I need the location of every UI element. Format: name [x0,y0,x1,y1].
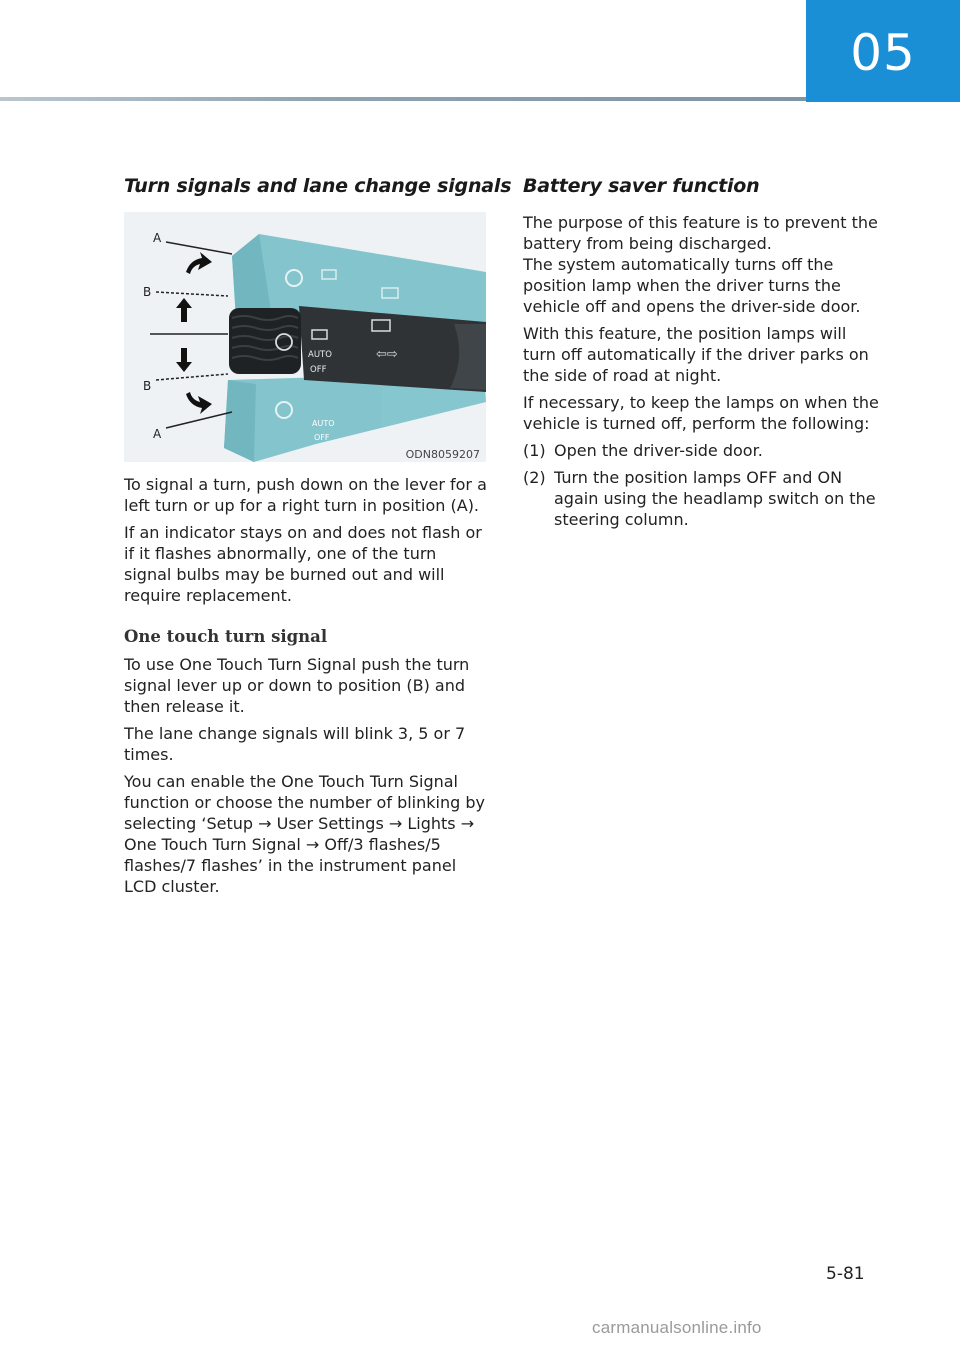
label-a-bottom: A [153,427,162,441]
section-title-battery-saver: Battery saver function [523,175,760,197]
step-text: Turn the position lamps OFF and ON again using the headlamp switch on the steering column. [554,468,876,529]
direction-arrows [176,252,212,414]
ghost-auto-label: AUTO [312,419,335,428]
curved-up-arrow-icon [186,252,212,274]
header-rule [0,97,806,101]
step-number: (1) [523,441,546,460]
label-b-bottom: B [143,379,152,393]
battery-paragraph-2: The system automatically turns off the position lamp when the driver turns the vehicle off and opens the driver-side door. [523,255,861,316]
one-touch-paragraph-3: You can enable the One Touch Turn Signal function or choose the number of blinking by selecting ‘Setup → User Settings → Lights → One Touch Turn Signal → Off/3 flashes/5 flashes/7 flashes’ in the instrument panel LCD cluster. [124,772,485,896]
curved-down-arrow-icon [186,392,212,414]
turn-signal-lever-figure [124,212,486,462]
turn-signal-paragraph-1: To signal a turn, push down on the lever for a left turn or up for a right turn in position (A). [124,475,487,515]
turn-signal-paragraph-2: If an indicator stays on and does not flash or if it flashes abnormally, one of the turn signal bulbs may be burned out and will require replacement. [124,523,482,605]
lever-illustration [124,212,486,462]
ghost-off-label: OFF [314,433,330,442]
off-label: OFF [310,365,327,375]
label-b-top: B [143,285,152,299]
battery-paragraph-1: The purpose of this feature is to prevent the battery from being discharged. [523,213,878,253]
left-column [124,172,512,903]
list-item [523,440,879,461]
list-item [523,467,879,530]
section-title-turn-signals: Turn signals and lane change signals [124,175,512,197]
step-text: Open the driver-side door. [554,441,763,460]
page-number: 5-81 [826,1264,865,1284]
right-column [523,172,879,536]
auto-label: AUTO [308,350,332,360]
up-arrow-icon [176,298,192,322]
battery-paragraph-3: With this feature, the position lamps will turn off automatically if the driver parks on the side of road at night. [523,324,869,385]
chapter-number: 05 [850,24,916,82]
battery-steps [523,440,879,530]
one-touch-paragraph-1: To use One Touch Turn Signal push the turn signal lever up or down to position (B) and then release it. [124,655,470,716]
one-touch-paragraph-2: The lane change signals will blink 3, 5 or 7 times. [124,724,466,764]
subtitle-one-touch: One touch turn signal [124,627,328,646]
watermark: carmanualsonline.info [592,1318,762,1337]
label-a-top: A [153,231,162,245]
battery-paragraph-4: If necessary, to keep the lamps on when the vehicle is turned off, perform the following: [523,393,879,433]
figure-code: ODN8059207 [405,448,480,461]
down-arrow-icon [176,348,192,372]
chapter-tab [806,0,960,102]
arrows-glyph: ⇦⇨ [376,347,398,362]
step-number: (2) [523,468,546,487]
